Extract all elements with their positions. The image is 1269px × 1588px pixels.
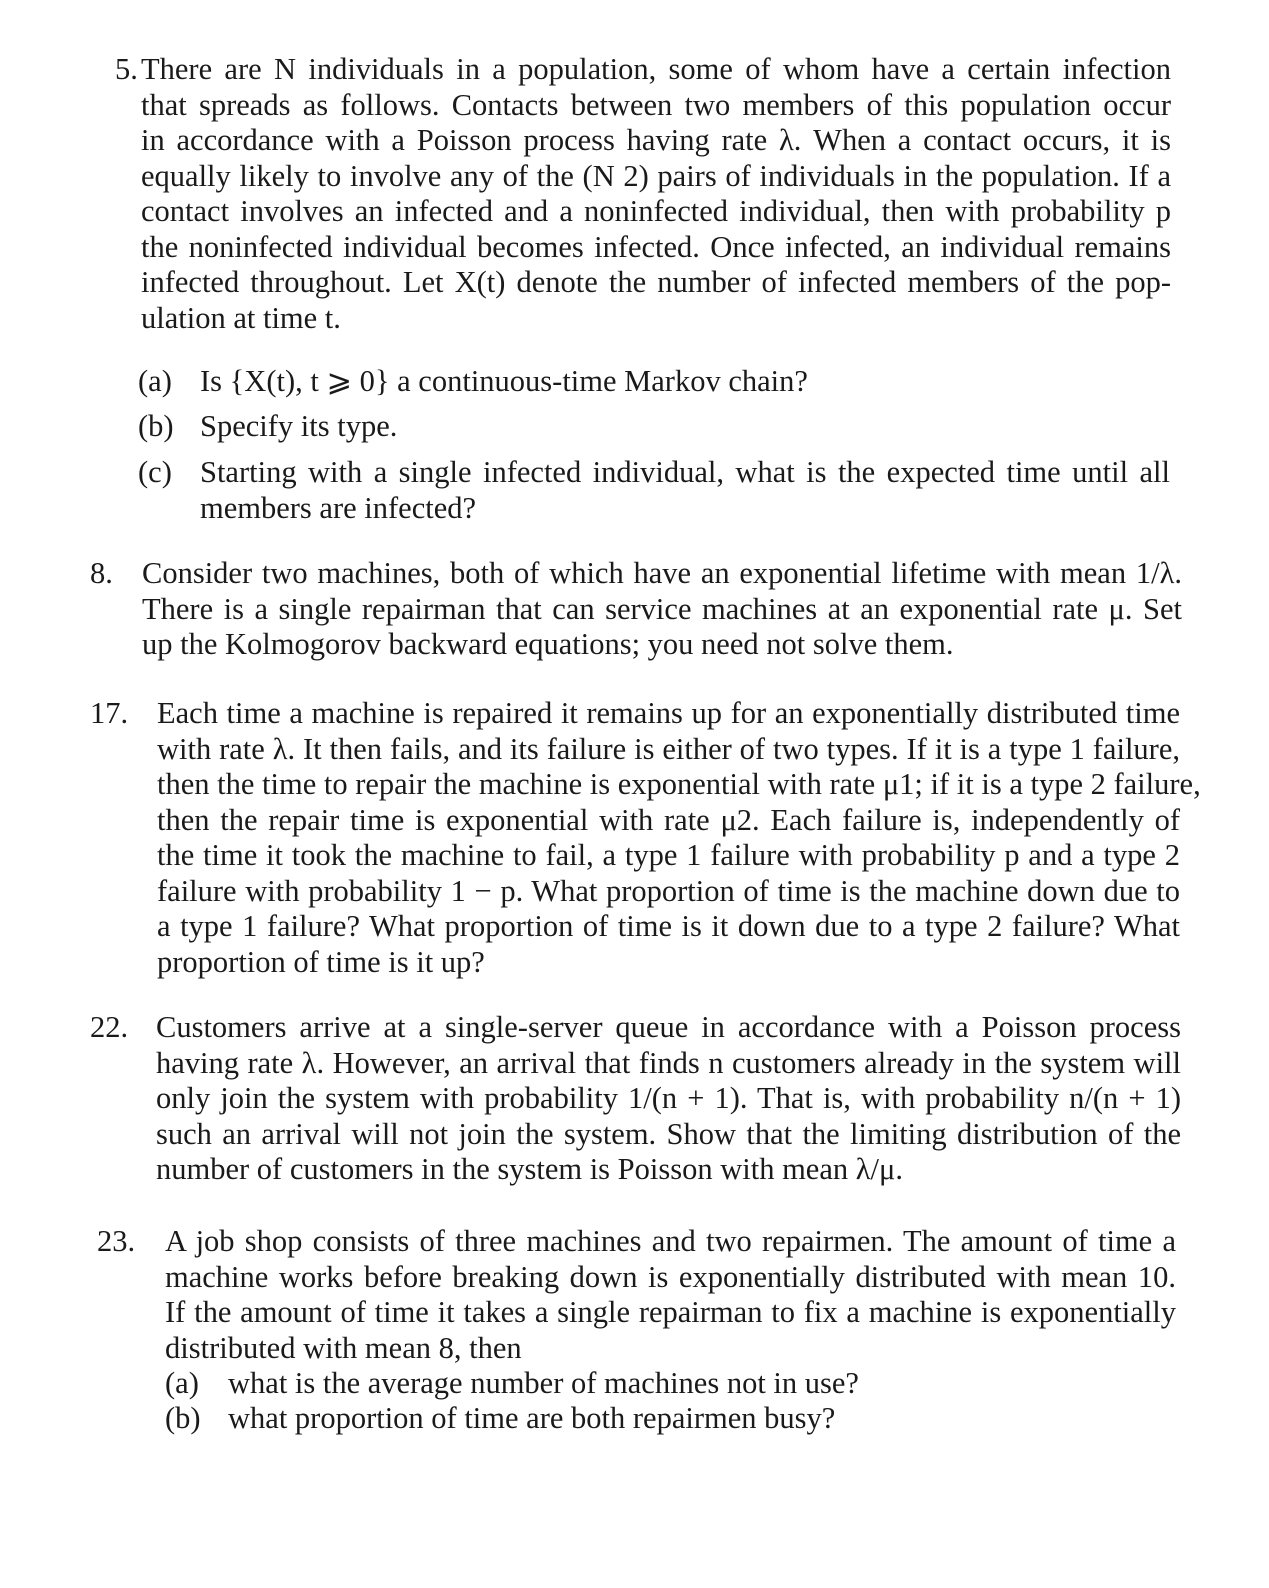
- part-label: (a): [165, 1366, 199, 1400]
- text-line: Each time a machine is repaired it remains up for an exponentially distributed time: [157, 696, 1180, 730]
- text-line: that spreads as follows. Contacts between two members of this population occur: [141, 87, 1171, 122]
- problem-number: 22.: [90, 1010, 129, 1044]
- text-line: There are N individuals in a population, some of whom have a certain infection: [141, 52, 1171, 86]
- text-line: then the repair time is exponential with rate μ2. Each failure is, independently of: [157, 802, 1180, 837]
- text-line: distributed with mean 8, then: [165, 1330, 522, 1365]
- text-line: such an arrival will not join the system. Show that the limiting distribution of the: [156, 1116, 1181, 1151]
- problem-text: [165, 1224, 1176, 1366]
- problem-text: [157, 696, 1201, 980]
- text-line: then the time to repair the machine is exponential with rate μ1; if it is a type 2 failure,: [157, 767, 1201, 801]
- part-label: (a): [138, 364, 172, 398]
- text-line: contact involves an infected and a noninfected individual, then with probability p: [141, 194, 1171, 228]
- text-line: Specify its type.: [200, 409, 398, 443]
- part-label: (c): [138, 455, 172, 489]
- text-line: what is the average number of machines not in use?: [228, 1366, 859, 1400]
- text-line: the noninfected individual becomes infected. Once infected, an individual remains: [141, 229, 1171, 264]
- text-line: only join the system with probability 1/(n + 1). That is, with probability n/(n + 1): [156, 1081, 1181, 1115]
- problem-number: 5.: [115, 52, 138, 86]
- text-line: Consider two machines, both of which have an exponential lifetime with mean 1/λ.: [142, 556, 1182, 590]
- part-label: (b): [165, 1401, 201, 1435]
- text-line: proportion of time is it up?: [157, 944, 485, 979]
- problem-number: 17.: [90, 696, 129, 730]
- text-line: If the amount of time it takes a single repairman to fix a machine is exponentially: [165, 1295, 1176, 1329]
- text-line: There is a single repairman that can service machines at an exponential rate μ. Set: [142, 591, 1182, 626]
- text-line: in accordance with a Poisson process having rate λ. When a contact occurs, it is: [141, 123, 1171, 157]
- text-line: the time it took the machine to fail, a type 1 failure with probability p and a type 2: [157, 838, 1180, 872]
- text-line: failure with probability 1 − p. What proportion of time is the machine down due to: [157, 873, 1180, 908]
- part-text: [228, 1366, 1168, 1402]
- part-text: [200, 364, 1170, 400]
- problem-text: [156, 1010, 1181, 1188]
- text-line: members are infected?: [200, 490, 477, 525]
- part-text: [200, 409, 1170, 445]
- text-line: number of customers in the system is Poisson with mean λ/μ.: [156, 1152, 903, 1186]
- text-line: infected throughout. Let X(t) denote the number of infected members of the pop-: [141, 265, 1171, 299]
- text-line: equally likely to involve any of the (N 2) pairs of individuals in the population. If a: [141, 158, 1171, 193]
- problem-text: [141, 52, 1171, 336]
- text-line: A job shop consists of three machines and two repairmen. The amount of time a: [165, 1224, 1176, 1258]
- text-line: Is {X(t), t ⩾ 0} a continuous-time Markov chain?: [200, 364, 808, 398]
- text-line: Customers arrive at a single-server queue in accordance with a Poisson process: [156, 1010, 1181, 1044]
- problem-text: [142, 556, 1182, 663]
- text-line: ulation at time t.: [141, 300, 341, 335]
- text-line: what proportion of time are both repairmen busy?: [228, 1401, 836, 1435]
- problem-number: 23.: [97, 1224, 136, 1258]
- part-label: (b): [138, 409, 174, 443]
- text-line: up the Kolmogorov backward equations; you need not solve them.: [142, 627, 954, 661]
- part-text: [200, 455, 1170, 526]
- text-line: machine works before breaking down is exponentially distributed with mean 10.: [165, 1259, 1176, 1294]
- part-text: [228, 1401, 1168, 1437]
- text-line: having rate λ. However, an arrival that finds n customers already in the system will: [156, 1045, 1181, 1080]
- text-line: Starting with a single infected individual, what is the expected time until all: [200, 455, 1170, 489]
- text-line: a type 1 failure? What proportion of time is it down due to a type 2 failure? What: [157, 909, 1180, 943]
- problem-number: 8.: [90, 556, 113, 590]
- text-line: with rate λ. It then fails, and its failure is either of two types. If it is a type 1 failure,: [157, 731, 1180, 766]
